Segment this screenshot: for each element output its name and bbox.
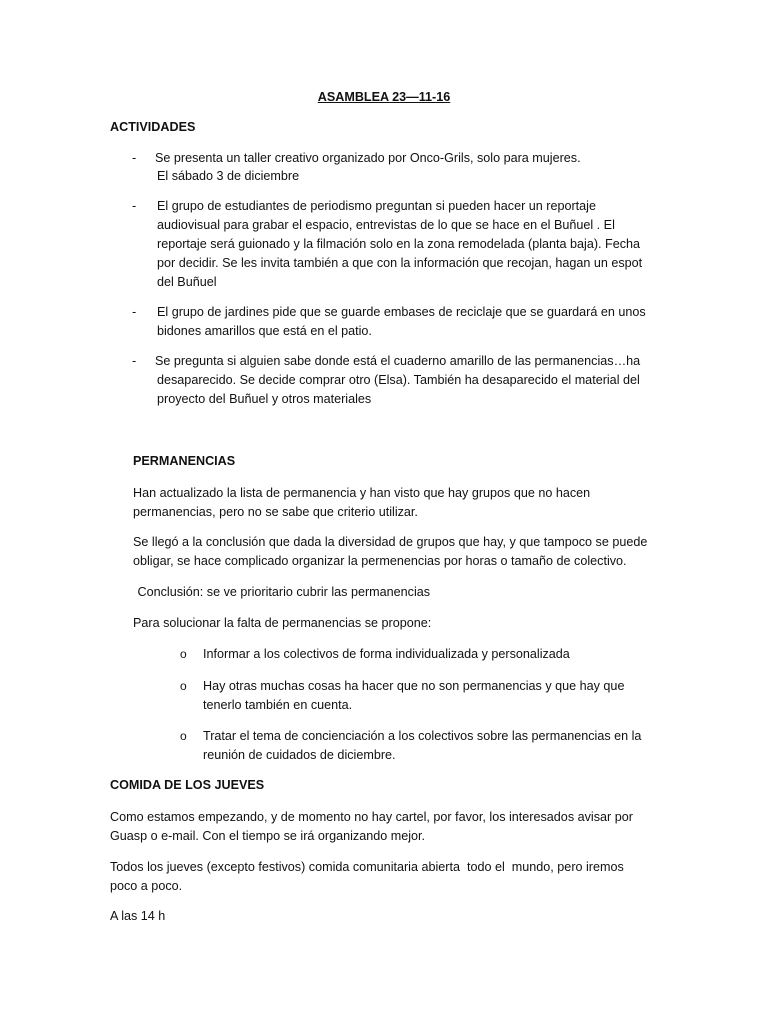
comida-paragraph-2-line-1: Todos los jueves (excepto festivos) comida comunitaria abierta todo el mundo, pero iremos [110,860,624,874]
permanencias-paragraph-1-line-2: permanencias, pero no se sabe que criterio utilizar. [133,505,418,519]
dash-bullet: - [132,354,137,368]
comida-hora: A las 14 h [110,909,166,923]
propuesta-item-3-line-1: Tratar el tema de concienciación a los colectivos sobre las permanencias en la [203,729,642,743]
section-heading-actividades: ACTIVIDADES [110,120,196,134]
propuesta-item-2-line-1: Hay otras muchas cosas ha hacer que no son permanencias y que hay que [203,679,625,693]
section-heading-permanencias: PERMANENCIAS [133,454,236,468]
dash-bullet: - [132,151,137,165]
propuesta-item [180,645,680,665]
propuesta-item-2-line-2: tenerlo también en cuenta. [203,698,353,712]
actividades-item-2-line-4: por decidir. Se les invita también a que con la información que recojan, hagan un espot [157,256,643,270]
circle-bullet: o [180,729,187,743]
propuesta-item [180,727,680,767]
propuesta-item-3-line-2: reunión de cuidados de diciembre. [203,748,396,762]
actividades-item-3-line-2: bidones amarillos que está en el patio. [157,324,372,338]
actividades-item-2-line-2: audiovisual para grabar el espacio, entrevistas de lo que se hace en el Buñuel . El [157,218,615,232]
actividades-item-4-line-2: desaparecido. Se decide comprar otro (Elsa). También ha desaparecido el material del [157,373,640,387]
propuesta-item [180,677,680,717]
dash-bullet: - [132,199,137,213]
actividades-item [132,352,692,410]
actividades-item [132,149,692,189]
permanencias-propuesta: Para solucionar la falta de permanencias se propone: [133,616,432,630]
actividades-item [132,303,692,343]
actividades-item-1-line-1: Se presenta un taller creativo organizado por Onco-Grils, solo para mujeres. [155,151,581,165]
actividades-item-3-line-1: El grupo de jardines pide que se guarde embases de reciclaje que se guardará en unos [157,305,646,319]
actividades-item-2-line-3: reportaje será guionado y la filmación solo en la zona remodelada (planta baja). Fecha [157,237,641,251]
permanencias-paragraph-2-line-1: Se llegó a la conclusión que dada la diversidad de grupos que hay, y que tampoco se puede [133,535,648,549]
comida-paragraph-1-line-2: Guasp o e-mail. Con el tiempo se irá organizando mejor. [110,829,426,843]
actividades-item-4-line-3: proyecto del Buñuel y otros materiales [157,392,372,406]
section-heading-comida: COMIDA DE LOS JUEVES [110,778,265,792]
actividades-item [132,197,692,293]
document-title: ASAMBLEA 23—11-16 [317,90,451,104]
permanencias-conclusion: Conclusión: se ve prioritario cubrir las permanencias [134,585,431,599]
actividades-item-2-line-5: del Buñuel [157,275,217,289]
actividades-item-4-line-1: Se pregunta si alguien sabe donde está el cuaderno amarillo de las permanencias…ha [155,354,641,368]
comida-paragraph-2-line-2: poco a poco. [110,879,183,893]
actividades-item-1-line-2: El sábado 3 de diciembre [157,169,300,183]
circle-bullet: o [180,647,187,661]
comida-paragraph-1-line-1: Como estamos empezando, y de momento no hay cartel, por favor, los interesados avisar por [110,810,633,824]
propuesta-item-1-line-1: Informar a los colectivos de forma individualizada y personalizada [203,647,570,661]
dash-bullet: - [132,305,137,319]
circle-bullet: o [180,679,187,693]
permanencias-paragraph-1-line-1: Han actualizado la lista de permanencia y han visto que hay grupos que no hacen [133,486,591,500]
actividades-item-2-line-1: El grupo de estudiantes de periodismo preguntan si pueden hacer un reportaje [157,199,596,213]
permanencias-paragraph-2-line-2: obligar, se hace complicado organizar la permenencias por horas o tamaño de colectivo. [133,554,627,568]
